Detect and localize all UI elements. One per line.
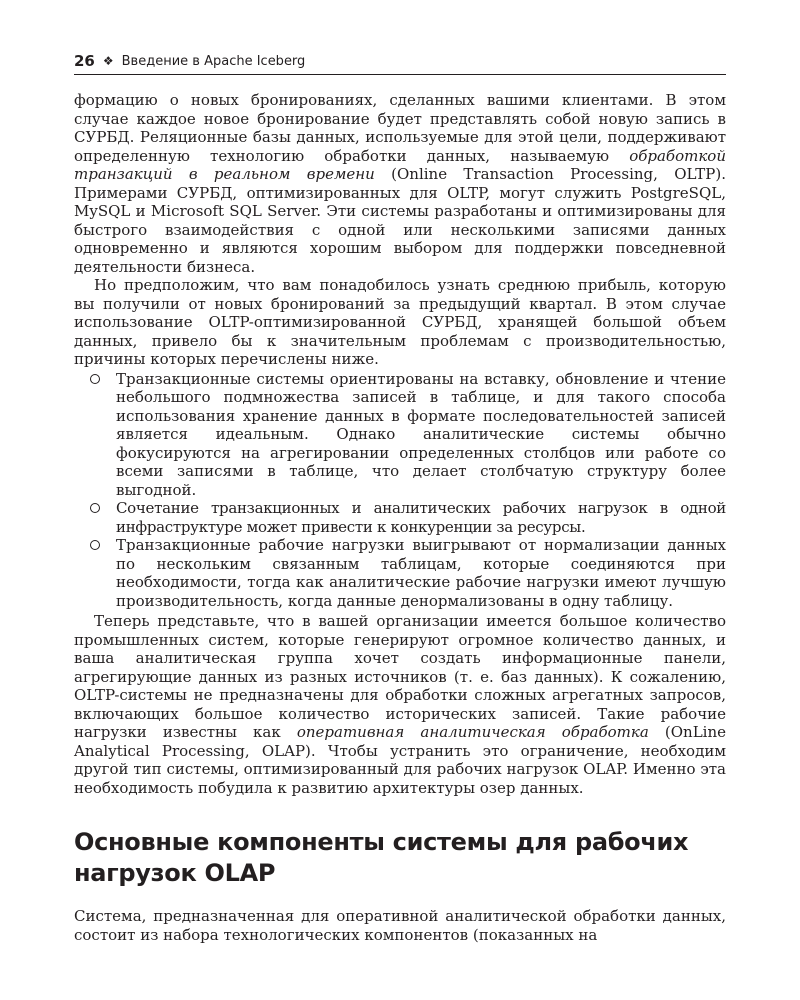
list-item — [74, 499, 726, 536]
bullet-circle-icon — [74, 536, 116, 550]
list-item — [74, 536, 726, 610]
body-text — [74, 91, 726, 944]
section-heading-line: Основные компоненты системы для рабочих — [74, 828, 689, 856]
emphasis-term: обработкой транзакций в реальном времени — [74, 146, 726, 183]
paragraph — [74, 91, 726, 276]
list-item-text: Транзакционные системы ориентированы на вставку, обновление и чтение небольшого подмножества записей в таблице, и для такого способа использования хранение данных в формате последовательностей записей является идеальным. Однако аналитические системы обычно фокусируются на агрегировании определенных столбцов или работе со всеми записями в таблице, что делает столбчатую структуру более выгодной. — [116, 369, 726, 499]
paragraph: Система, предназначенная для оперативной аналитической обработки данных, состоит из набора технологических компонентов (показанных на — [74, 907, 726, 944]
bullet-list — [74, 370, 726, 611]
paragraph-text: (Online Transaction Processing, OLTP). Примерами СУРБД, оптимизированных для OLTP, могут служить PostgreSQL, MySQL и Microsoft SQL Server. Эти системы разработаны и оптимизированы для быстрого взаимодействия с одной или несколькими записями данных одновременно и являются хорошим выбором для поддержки повседневной деятельности бизнеса. — [74, 165, 726, 276]
paragraph-text: формацию о новых бронированиях, сделанных вашими клиентами. В этом случае каждое новое бронирование будет представлять собой новую запись в СУРБД. Реляционные базы данных, используемые для этой цели, поддерживают определенную технологию обработки данных, называемую — [74, 91, 726, 165]
section-heading — [74, 827, 726, 889]
emphasis-term: оперативная аналитическая обработка — [296, 723, 649, 741]
paragraph-text: (OnLine Analytical Processing, OLAP). Чтобы устранить это ограничение, необходим другой тип системы, оптимизированный для рабочих нагрузок OLAP. Именно эта необходимость побудила к развитию архитектуры озер данных. — [74, 723, 726, 797]
page-number: 26 — [74, 52, 95, 70]
paragraph: Но предположим, что вам понадобилось узнать среднюю прибыль, которую вы получили от новых бронирований за предыдущий квартал. В этом случае использование OLTP-оптимизированной СУРБД, хранящей большой объем данных, привело бы к значительным проблемам с производительностью, причины которых перечислены ниже. — [74, 276, 726, 368]
running-title: Введение в Apache Iceberg — [121, 53, 306, 69]
section-heading-line: нагрузок OLAP — [74, 859, 276, 887]
list-item-text: Сочетание транзакционных и аналитических рабочих нагрузок в одной инфраструктуре может привести к конкуренции за ресурсы. — [116, 499, 726, 536]
bullet-circle-icon — [74, 499, 116, 513]
running-header — [74, 50, 726, 72]
header-rule — [74, 74, 726, 75]
bullet-circle-icon — [74, 370, 116, 384]
paragraph — [74, 612, 726, 797]
list-item-text: Транзакционные рабочие нагрузки выигрывают от нормализации данных по нескольким связанным таблицам, которые соединяются при необходимости, тогда как аналитические рабочие нагрузки имеют лучшую производительность, когда данные денормализованы в одну таблицу. — [116, 536, 726, 610]
paragraph-text: Теперь представьте, что в вашей организации имеется большое количество промышленных систем, которые генерируют огромное количество данных, и ваша аналитическая группа хочет создать информационные панели, агрегирующие данных из разных источников (т. е. баз данных). К сожалению, OLTP-системы не предназначены для обработки сложных агрегатных запросов, включающих большое количество исторических записей. Такие рабочие нагрузки известны как — [74, 612, 726, 741]
list-item — [74, 370, 726, 500]
diamond-separator-icon: ❖ — [102, 54, 114, 68]
